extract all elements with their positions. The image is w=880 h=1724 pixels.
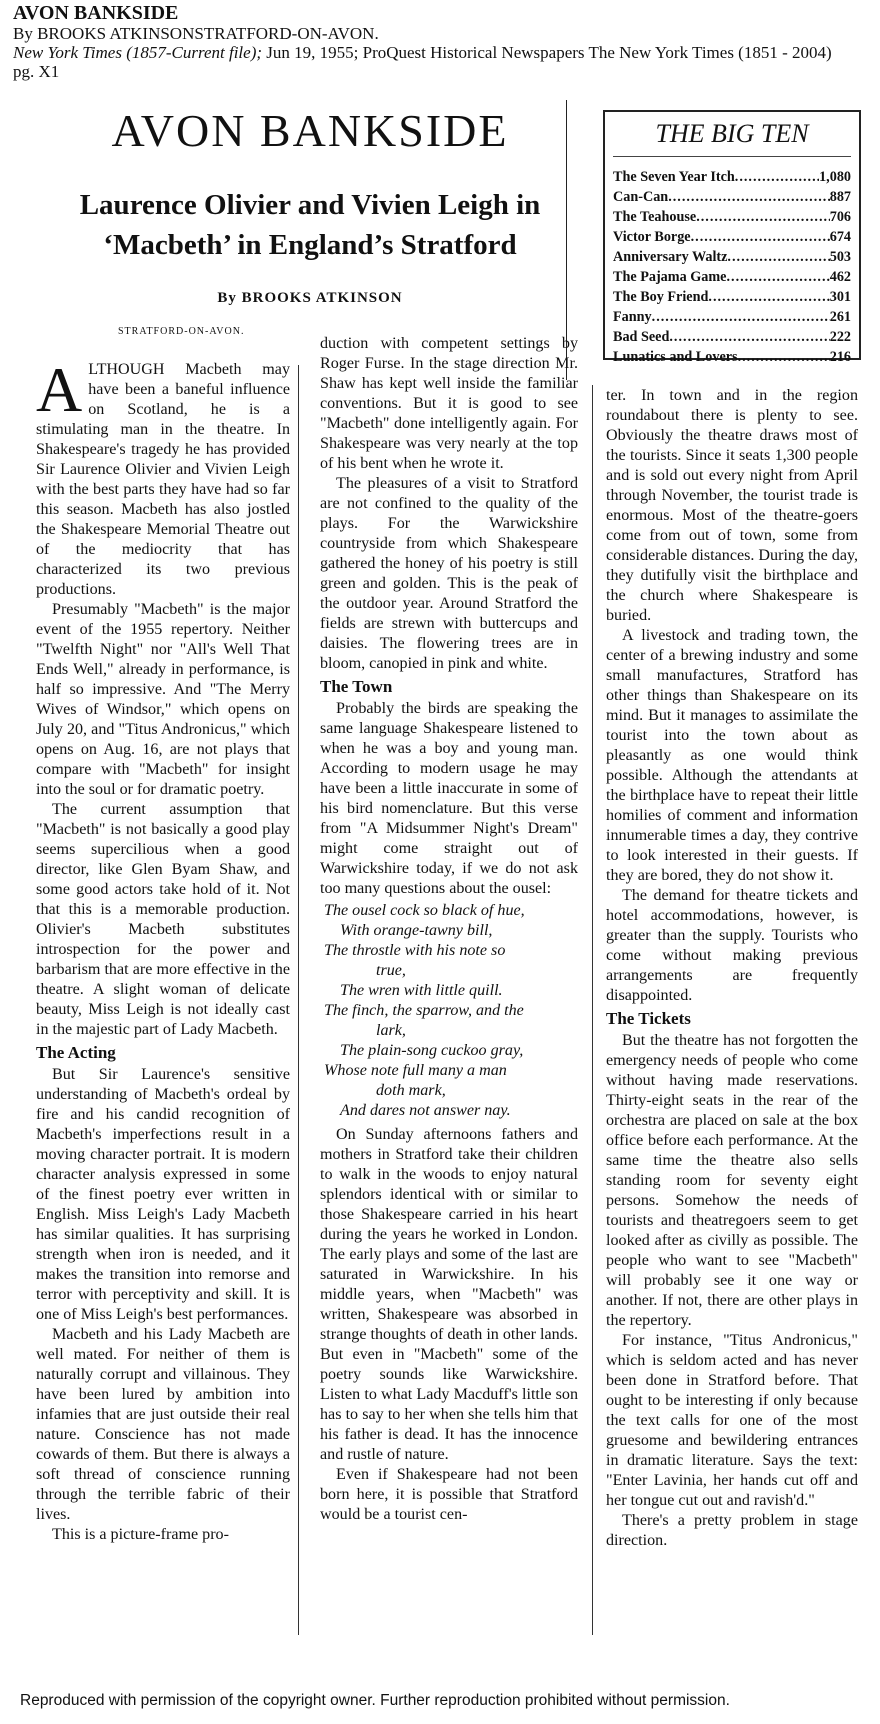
citation-source-publication: New York Times (1857-Current file);: [13, 43, 263, 62]
paragraph: The pleasures of a visit to Stratford are not confined to the quality of the plays. For the Warwickshire countryside from which Shakespeare gathered the honey of his poetry is still green and golden. This is the peak of the outdoor year. Around Stratford the fields are strewn with buttercups and daisies. The flowering trees are in bloom, canopied in pink and white.: [320, 475, 578, 672]
paragraph: A livestock and trading town, the center of a brewing industry and some small manufactures, Stratford has other things than Shakespeare on its mind. But it manages to assimilate the tourist into the town about as pleasantly as one would think possible. Although the attendants at the birthplace have to repeat their little homilies of comment and information innumerable times a day, they contrive to look interested in their guests. If they are bored, they do not show it.: [606, 627, 858, 884]
big-ten-row: [613, 187, 851, 207]
paragraph: [36, 354, 290, 600]
big-ten-show-title: Anniversary Waltz: [613, 249, 728, 265]
big-ten-row: [613, 267, 851, 287]
paragraph: This is a picture-frame pro-: [52, 1526, 229, 1543]
big-ten-performance-count: 301: [829, 289, 851, 305]
poem-line: lark,: [376, 1022, 406, 1039]
poem-line: And dares not answer nay.: [340, 1102, 511, 1119]
citation-source-details: Jun 19, 1955; ProQuest Historical Newspapers The New York Times (1851 - 2004): [262, 43, 832, 62]
paragraph: For instance, "Titus Andronicus," which is seldom acted and has never been done in Stratford before. That ought to be interesting if only because the text calls for one of the most gruesome and bewildering entrances in dramatic literature. Says the text: "Enter Lavinia, her hands cut off and her tongue cut out and ravish'd.": [606, 1332, 858, 1509]
big-ten-show-title: The Teahouse: [613, 209, 697, 225]
big-ten-row: [613, 327, 851, 347]
big-ten-title: THE BIG TEN: [613, 118, 851, 157]
paragraph: Probably the birds are speaking the same language Shakespeare listened to when he was a boy and young man. According to modern usage he may have been a little inaccurate in some of his bird nomenclature. But this verse from "A Midsummer Night's Dream" might come straight out of Warwickshire today, if we do not ask too many questions about the ousel:: [320, 700, 578, 897]
big-ten-row: [613, 207, 851, 227]
big-ten-row: [613, 227, 851, 247]
leader-dots: [652, 307, 830, 327]
big-ten-show-title: Victor Borge: [613, 229, 691, 245]
column-rule-2: [592, 385, 593, 1635]
citation-title: AVON BANKSIDE: [13, 2, 179, 24]
paragraph: Presumably "Macbeth" is the major event of the 1955 repertory. Neither "Twelfth Night" nor "All's Well That Ends Well," already in performance, is half so impressive. And "The Merry Wives of Windsor," which opens on July 20, and "Titus Andronicus," which opens on Aug. 16, are not plays that compare with "Macbeth" for insight into the soul or for dramatic poetry.: [36, 601, 290, 798]
poem-line: The plain-song cuckoo gray,: [340, 1042, 524, 1059]
poem-line: The ousel cock so black of hue,: [324, 902, 525, 919]
big-ten-performance-count: 261: [829, 309, 851, 325]
paragraph: There's a pretty problem in stage direction.: [606, 1512, 858, 1549]
big-ten-performance-count: 706: [829, 209, 851, 225]
article-headline: AVON BANKSIDE: [111, 105, 509, 156]
paragraph: Even if Shakespeare had not been born here, it is possible that Stratford would be a tourist cen-: [320, 1466, 578, 1523]
big-ten-row: [613, 247, 851, 267]
article-column-1: [36, 354, 290, 1545]
big-ten-show-title: Can-Can: [613, 189, 669, 205]
drop-cap: A: [36, 354, 83, 425]
big-ten-performance-count: 887: [829, 189, 851, 205]
paragraph: But Sir Laurence's sensitive understanding of Macbeth's ordeal by fire and his candid recognition of Macbeth's imperfections result in a moving character portrait. It is modern character analysis expressed in some of the finest poetry ever written in English. Miss Leigh's Lady Macbeth has similar qualities. It has surprising strength when iron is needed, and it makes the transition into remorse and terror with perceptivity and skill. It is one of Miss Leigh's best performances.: [36, 1066, 290, 1323]
paragraph-text: LTHOUGH Macbeth may have been a baneful influence on Scotland, he is a stimulating man in the theatre. In Shakespeare's tragedy he has provided Sir Laurence Olivier and Vivien Leigh with the best parts they have had so far this season. Macbeth has also jostled the Shakespeare Memorial Theatre out of the mediocrity that has characterized its two previous productions.: [36, 361, 290, 598]
article-deck: Laurence Olivier and Vivien Leigh in ‘Macbeth’ in England’s Stratford: [79, 189, 541, 261]
big-ten-list: [613, 167, 851, 367]
big-ten-show-title: Lunatics and Lovers: [613, 349, 738, 365]
paragraph: On Sunday afternoons fathers and mothers in Stratford take their children to walk in the woods to enjoy natural splendors identical with or similar to those Shakespeare carried in his heart during the years he worked in London. The early plays and some of the last are saturated in Warwickshire. In his middle years, when "Macbeth" was written, Shakespeare was absorbed in strange thoughts of death in other lands. But even in "Macbeth" some of the poetry sounds like Warwickshire. Listen to what Lady Macduff's little son has to say to her when she tells him that his father is dead. It has the innocence and rustle of nature.: [320, 1126, 578, 1463]
big-ten-show-title: Bad Seed: [613, 329, 670, 345]
poem-line: The finch, the sparrow, and the: [324, 1002, 524, 1019]
poem-line: doth mark,: [376, 1082, 446, 1099]
paragraph: The current assumption that "Macbeth" is not basically a good play seems supercilious when a good director, like Glen Byam Shaw, and some good actors take hold of it. Not that this is a memorable production. Olivier's Macbeth substitutes introspection for the power and barbarism that are more effective in the theatre. A slight woman of delicate beauty, Miss Leigh is not ideally cast in the majestic part of Lady Macbeth.: [36, 801, 290, 1038]
big-ten-show-title: The Boy Friend: [613, 289, 709, 305]
leader-dots: [696, 207, 830, 227]
leader-dots: [735, 167, 819, 187]
big-ten-performance-count: 1,080: [819, 169, 851, 185]
big-ten-show-title: The Seven Year Itch: [613, 169, 735, 185]
copyright-footer: Reproduced with permission of the copyright owner. Further reproduction prohibited without permission.: [20, 1692, 730, 1709]
citation-page: pg. X1: [13, 62, 60, 81]
big-ten-performance-count: 216: [829, 349, 851, 365]
leader-dots: [708, 287, 829, 307]
poem-line: The throstle with his note so: [324, 942, 506, 959]
paragraph: duction with competent settings by Roger Furse. In the stage direction Mr. Shaw has kept well inside the familiar conventions. But it is good to see "Macbeth" done intelligently again. For Shakespeare was very nearly at the top of his bent when he wrote it.: [320, 335, 578, 472]
leader-dots: [727, 247, 829, 267]
leader-dots: [738, 347, 830, 367]
poem-verse: [320, 901, 578, 1121]
subheading-the-acting: The Acting: [36, 1043, 116, 1062]
big-ten-row: [613, 287, 851, 307]
poem-line: With orange-tawny bill,: [340, 922, 493, 939]
subheading-the-town: The Town: [320, 677, 393, 696]
big-ten-performance-count: 674: [829, 229, 851, 245]
leader-dots: [669, 327, 829, 347]
big-ten-performance-count: 462: [829, 269, 851, 285]
article-byline: By BROOKS ATKINSON: [217, 290, 403, 306]
big-ten-row: [613, 167, 851, 187]
big-ten-row: [613, 307, 851, 327]
poem-line: Whose note full many a man: [324, 1062, 507, 1079]
leader-dots: [726, 267, 829, 287]
paragraph: Macbeth and his Lady Macbeth are well mated. For neither of them is naturally corrupt and villainous. They have been lured by ambition into infamies that are just outside their real nature. Conscience has not made cowards of them. But there is always a soft thread of conscience running through the terrible fabric of their lives.: [36, 1326, 290, 1523]
poem-line: The wren with little quill.: [340, 982, 503, 999]
article-dateline: STRATFORD-ON-AVON.: [118, 326, 245, 337]
column-rule-1: [298, 365, 299, 1635]
big-ten-show-title: The Pajama Game: [613, 269, 727, 285]
big-ten-performance-count: 222: [829, 329, 851, 345]
poem-line: true,: [376, 962, 406, 979]
paragraph: But the theatre has not forgotten the emergency needs of people who come without having made reservations. Thirty-eight seats in the rear of the orchestra are placed on sale at the box office before each performance. At the same time the theatre also sells standing room for seventy eight persons. Somehow the needs of tourists and theatregoers seem to get looked after as civilly as possible. The people who want to see "Macbeth" will probably see it one way or another. If not, there are other plays in the repertory.: [606, 1032, 858, 1329]
citation-author: By BROOKS ATKINSONSTRATFORD-ON-AVON.: [13, 24, 379, 43]
article-column-3: [606, 386, 858, 1551]
paragraph: ter. In town and in the region roundabout there is plenty to see. Obviously the theatre draws most of the tourists. Since it seats 1,300 people and is sold out every night from April through November, the tourist trade is enormous. Most of the theatre-goers come from out of town, some from considerable distances. During the day, they dutifully visit the birthplace and the church where Shakespeare is buried.: [606, 387, 858, 624]
big-ten-performance-count: 503: [829, 249, 851, 265]
paragraph: The demand for theatre tickets and hotel accommodations, however, is greater than the supply. Tourists who come without making previous arrangements are frequently disappointed.: [606, 887, 858, 1004]
big-ten-show-title: Fanny: [613, 309, 652, 325]
leader-dots: [668, 187, 830, 207]
subheading-the-tickets: The Tickets: [606, 1009, 691, 1028]
leader-dots: [691, 227, 830, 247]
big-ten-box: [603, 110, 861, 365]
article-column-2: [320, 334, 578, 1525]
citation-source: [13, 43, 875, 62]
big-ten-row: [613, 347, 851, 367]
citation-header: [13, 2, 875, 81]
